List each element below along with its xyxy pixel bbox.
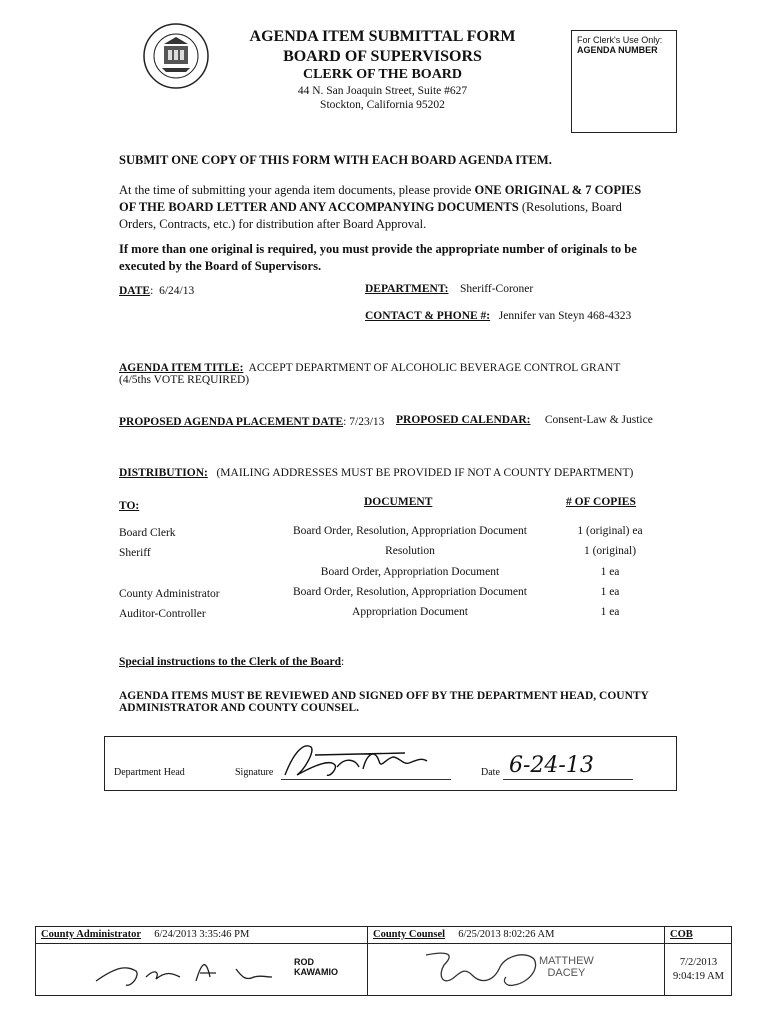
form-subtitle: BOARD OF SUPERVISORS bbox=[283, 48, 482, 65]
date-line bbox=[503, 779, 633, 780]
dist-row-4-copies: 1 ea bbox=[600, 586, 620, 598]
col-document: DOCUMENT bbox=[364, 496, 433, 508]
col-to: TO: bbox=[119, 500, 140, 512]
dist-row-5-to: Auditor-Controller bbox=[119, 608, 206, 620]
agenda-item-title: AGENDA ITEM TITLE: ACCEPT DEPARTMENT OF ALCOHOLIC BEVERAGE CONTROL GRANT (4/5ths VOTE REQUIRED) bbox=[119, 362, 621, 386]
special-instructions: Special instructions to the Clerk of the Board: bbox=[119, 656, 345, 668]
placement-date-field: PROPOSED AGENDA PLACEMENT DATE: 7/23/13 bbox=[119, 416, 385, 428]
submit-instruction: SUBMIT ONE COPY OF THIS FORM WITH EACH BOARD AGENDA ITEM. bbox=[119, 153, 552, 167]
dist-row-3-copies: 1 ea bbox=[600, 566, 620, 578]
counsel-name-stamp: MATTHEW DACEY bbox=[539, 955, 594, 979]
admin-name-stamp: ROD KAWAMIO bbox=[294, 957, 338, 977]
review-notice: AGENDA ITEMS MUST BE REVIEWED AND SIGNED OFF BY THE DEPARTMENT HEAD, COUNTY ADMINISTRATOR AND COUNTY COUNSEL. bbox=[119, 690, 649, 714]
date-field: DATE: 6/24/13 bbox=[119, 285, 195, 297]
dist-row-3-doc: Board Order, Appropriation Document bbox=[320, 566, 500, 578]
dist-row-5-doc: Appropriation Document bbox=[352, 606, 468, 618]
counsel-approval-header: County Counsel 6/25/2013 8:02:26 AM bbox=[373, 929, 555, 940]
dist-row-1-doc: Board Order, Resolution, Appropriation Document bbox=[293, 525, 527, 537]
col-copies: # OF COPIES bbox=[566, 496, 636, 508]
dist-row-1-to: Board Clerk bbox=[119, 527, 176, 539]
address-line-1: 44 N. San Joaquin Street, Suite #627 bbox=[297, 85, 468, 97]
dist-row-2-to: Sheriff bbox=[119, 547, 151, 559]
handwritten-date: 6-24-13 bbox=[509, 753, 594, 778]
counsel-signature bbox=[416, 945, 556, 993]
admin-approval-header: County Administrator 6/24/2013 3:35:46 PM bbox=[41, 929, 250, 940]
dist-row-5-copies: 1 ea bbox=[600, 606, 620, 618]
dist-row-4-doc: Board Order, Resolution, Appropriation Document bbox=[293, 586, 527, 598]
department-field: DEPARTMENT: Sheriff-Coroner bbox=[365, 283, 534, 295]
agenda-number-label: AGENDA NUMBER bbox=[577, 45, 658, 55]
instruction-paragraph-1: At the time of submitting your agenda item documents, please provide ONE ORIGINAL & 7 COPIES OF THE BOARD LETTER AND ANY ACCOMPANYING DOCUMENTS (Resolutions, Board Orders, Contracts, etc.) for distribution after Board Approval. bbox=[119, 183, 642, 231]
date-label: Date bbox=[481, 767, 500, 778]
proposed-calendar-field: PROPOSED CALENDAR: Consent-Law & Justice bbox=[396, 414, 653, 426]
instruction-paragraph-2: If more than one original is required, you must provide the appropriate number of originals to be executed by the Board of Supervisors. bbox=[119, 242, 637, 273]
form-title: AGENDA ITEM SUBMITTAL FORM bbox=[249, 28, 516, 45]
contact-field: CONTACT & PHONE #: Jennifer van Steyn 468-4323 bbox=[365, 310, 632, 322]
office-name: CLERK OF THE BOARD bbox=[302, 67, 463, 82]
cob-time: 9:04:19 AM bbox=[672, 971, 725, 982]
department-head-signoff bbox=[104, 736, 677, 791]
signature-label: Signature bbox=[235, 767, 274, 778]
department-head-label: Department Head bbox=[114, 767, 185, 778]
address-line-2: Stockton, California 95202 bbox=[320, 99, 445, 111]
approvals-table bbox=[35, 926, 732, 996]
cob-header: COB bbox=[670, 929, 693, 940]
department-head-signature bbox=[275, 739, 450, 781]
dist-row-2-copies: 1 (original) bbox=[583, 545, 637, 557]
dist-row-1-copies: 1 (original) ea bbox=[577, 525, 643, 537]
county-seal-logo bbox=[142, 22, 210, 90]
clerk-use-label: For Clerk's Use Only: bbox=[577, 35, 663, 45]
dist-row-2-doc: Resolution bbox=[385, 545, 435, 557]
distribution-header: DISTRIBUTION: (MAILING ADDRESSES MUST BE PROVIDED IF NOT A COUNTY DEPARTMENT) bbox=[119, 467, 634, 479]
cob-date: 7/2/2013 bbox=[679, 957, 718, 968]
admin-signature bbox=[76, 947, 276, 991]
clerk-use-box bbox=[571, 30, 677, 133]
dist-row-4-to: County Administrator bbox=[119, 588, 220, 600]
